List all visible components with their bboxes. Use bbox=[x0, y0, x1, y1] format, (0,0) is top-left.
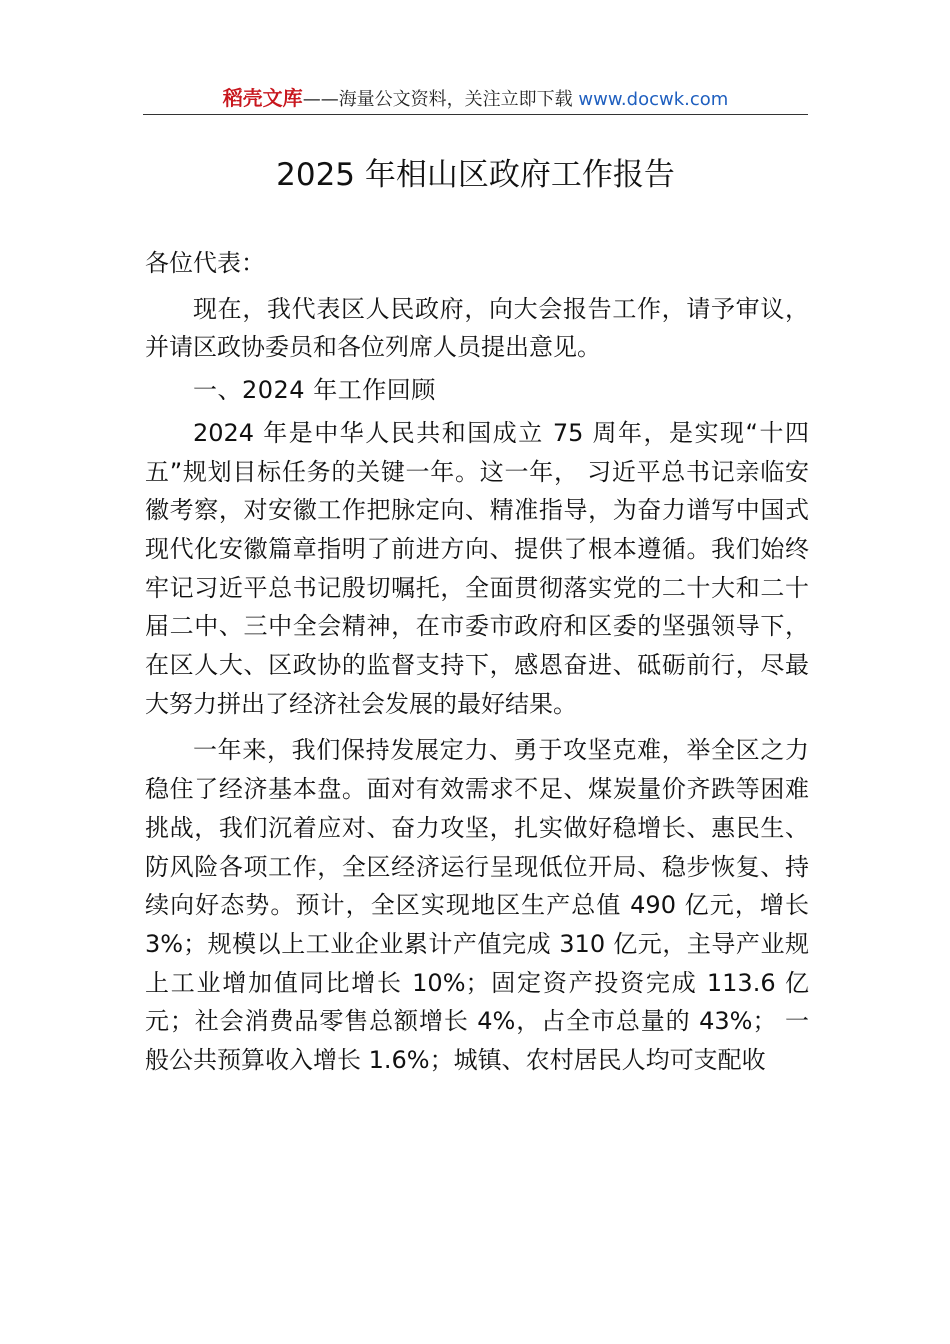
document-title: 2025 年相山区政府工作报告 bbox=[276, 157, 675, 193]
body-paragraph-2: 一年来，我们保持发展定力、勇于攻坚克难，举全区之力稳住了经济基本盘。面对有效需求不足、煤炭量价齐跌等困难挑战，我们沉着应对、奋力攻坚，扎实做好稳增长、惠民生、防风险各项工作，全区经济运行呈现低位开局、稳步恢复、持续向好态势。预计，全区实现地区生产总值 490 亿元，增长 3%；规模以上工业企业累计产值完成 310 亿元，主导产业规上工业增加值同比增长 10%；固定资产投资完成 113.6 亿元；社会消费品零售总额增长 4%，占全市总量的 43%； 一般公共预算收入增长 1.6%；城镇、农村居民人均可支配收 bbox=[145, 736, 809, 1075]
document-header bbox=[143, 84, 808, 114]
document-body bbox=[145, 244, 809, 1080]
salutation: 各位代表： bbox=[145, 249, 265, 277]
body-paragraph-1: 2024 年是中华人民共和国成立 75 周年，是实现“十四五”规划目标任务的关键一年。这一年， 习近平总书记亲临安徽考察，对安徽工作把脉定向、精准指导，为奋力谱写中国式现代化安徽篇章指明了前进方向、提供了根本遵循。我们始终牢记习近平总书记殷切嘱托，全面贯彻落实党的二十大和二十届二中、三中全会精神，在市委市政府和区委的坚强领导下，在区人大、区政协的监督支持下，感恩奋进、砥砺前行，尽最大努力拼出了经济社会发展的最好结果。 bbox=[145, 418, 809, 718]
header-divider bbox=[143, 114, 808, 115]
brand-name: 稻壳文库 bbox=[222, 86, 303, 110]
section-heading: 一、2024 年工作回顾 bbox=[193, 376, 436, 405]
header-site-link[interactable]: www.docwk.com bbox=[578, 89, 729, 110]
intro-paragraph: 现在，我代表区人民政府，向大会报告工作，请予审议， 并请区政协委员和各位列席人员提出意见。 bbox=[145, 294, 809, 362]
header-slogan: ——海量公文资料，关注立即下载 bbox=[302, 89, 579, 110]
